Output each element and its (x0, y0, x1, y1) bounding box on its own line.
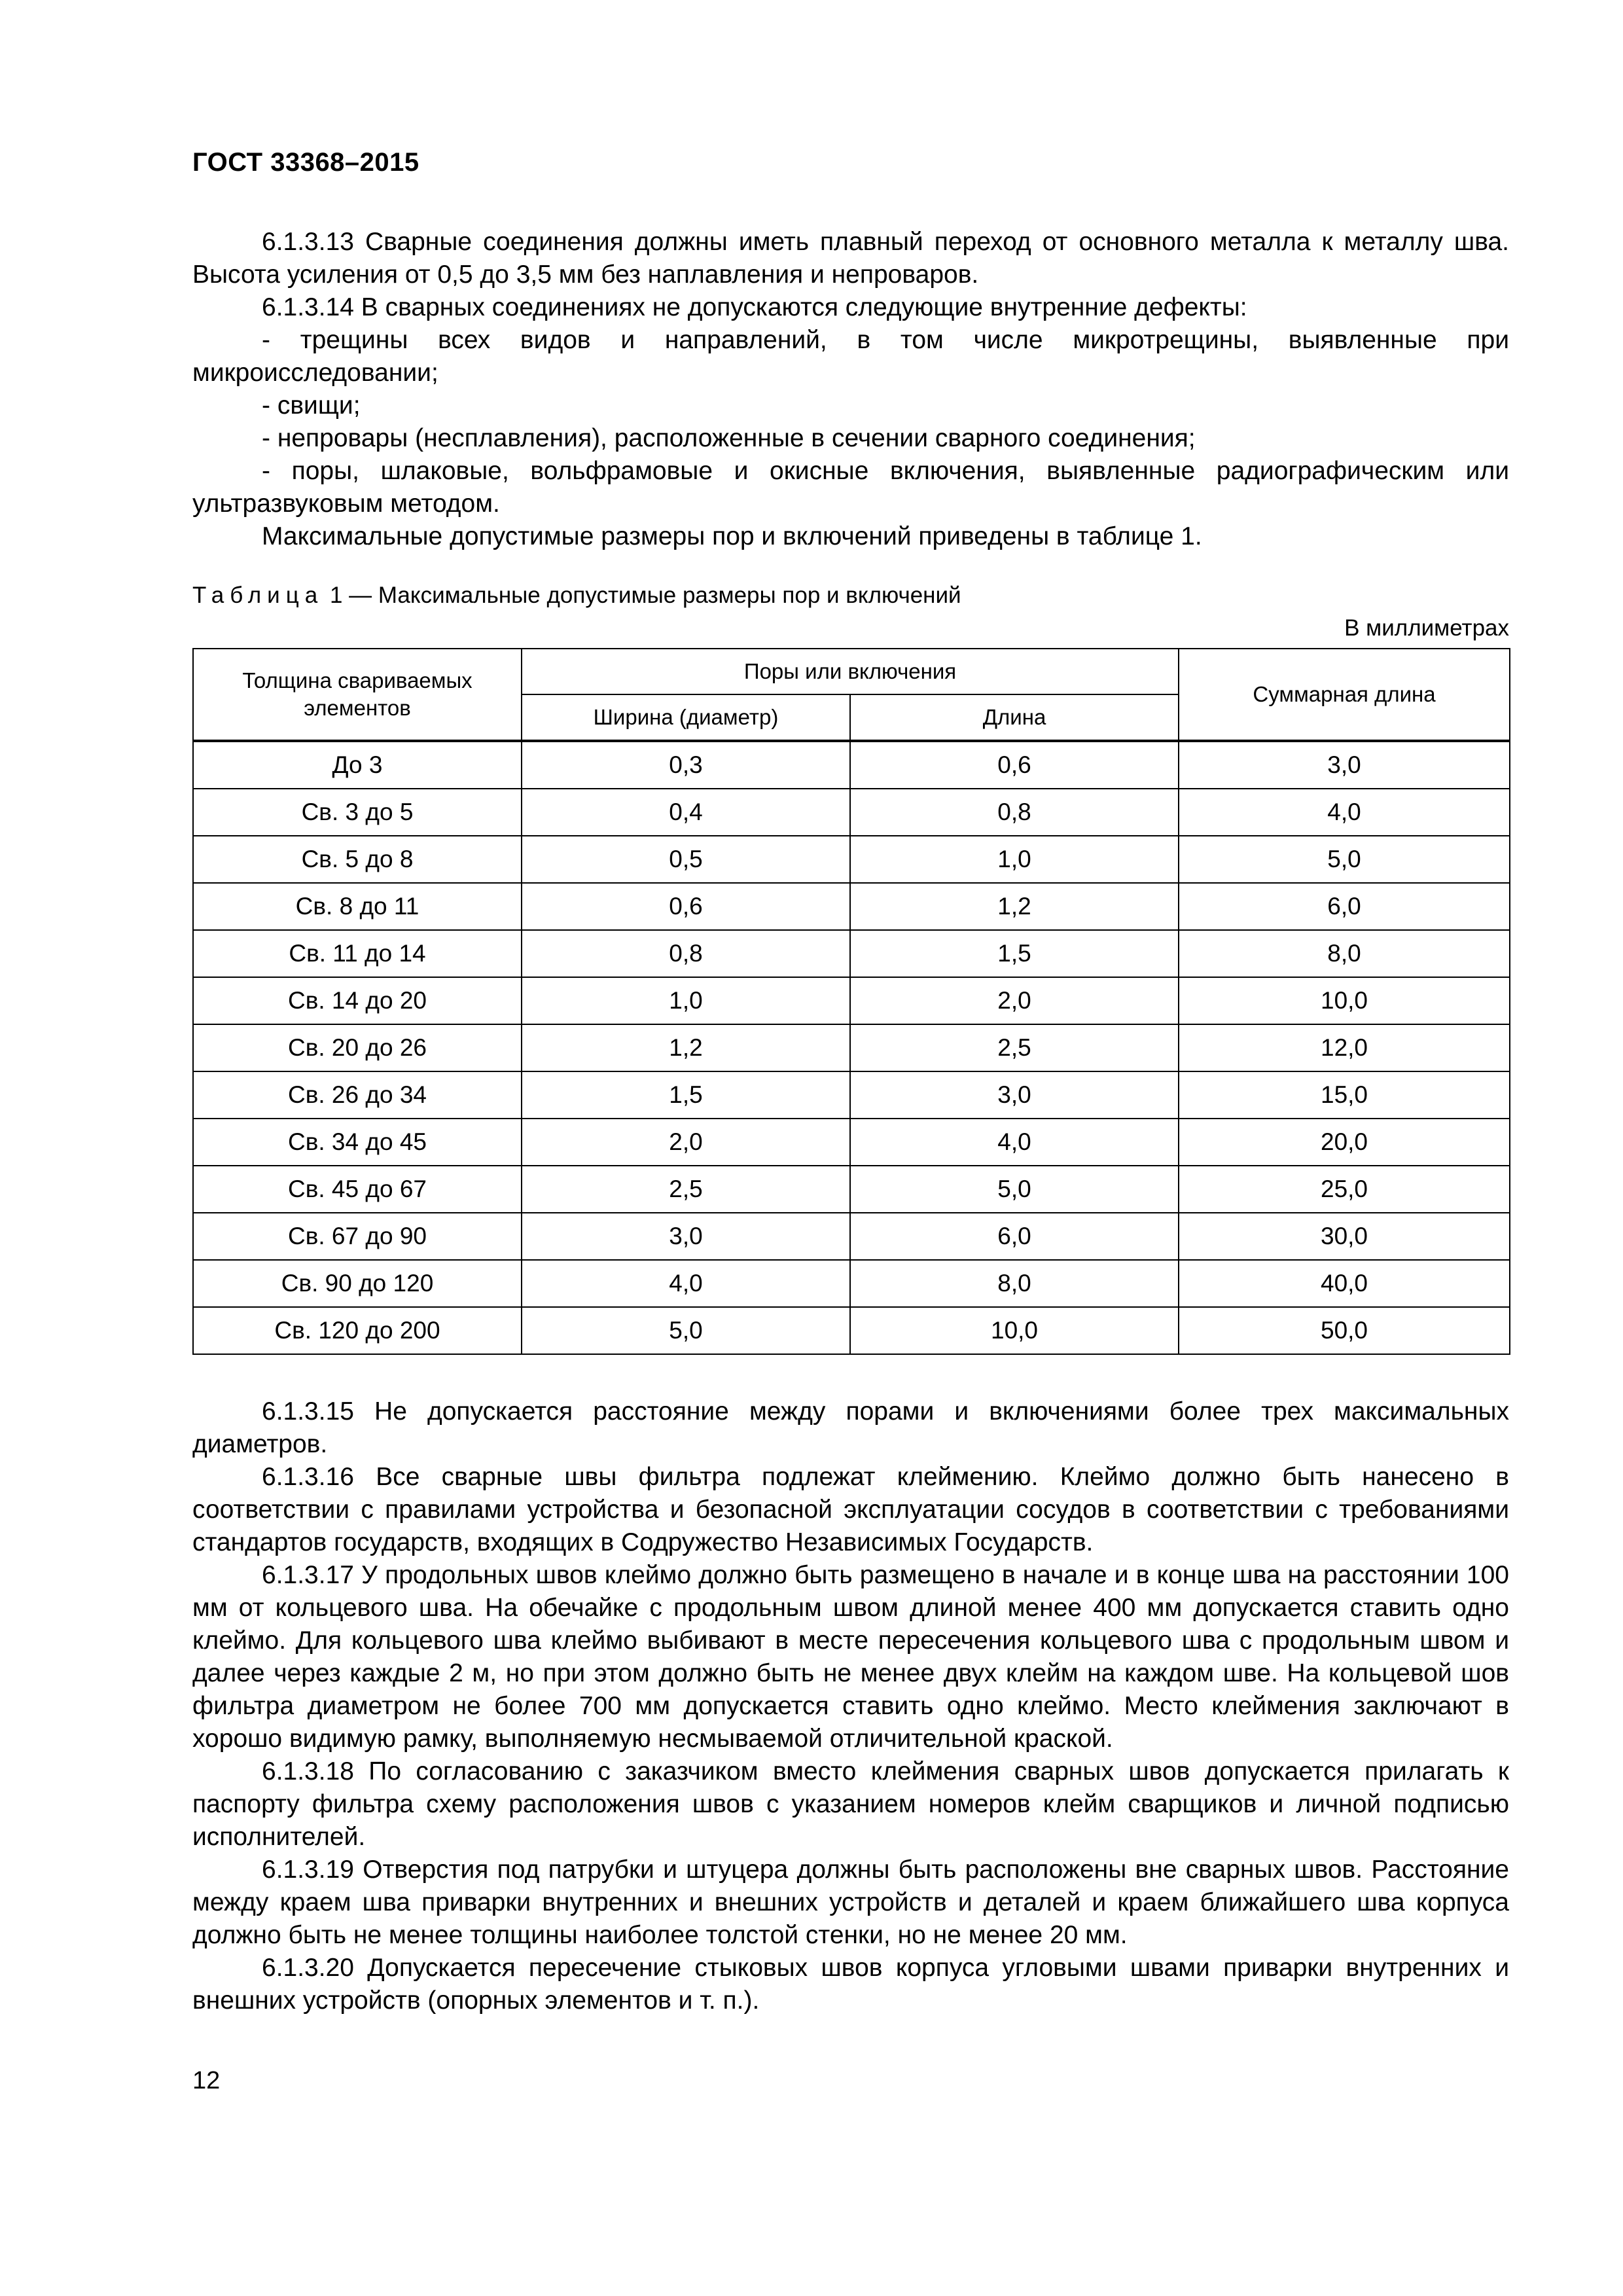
cell-thickness: Св. 120 до 200 (193, 1307, 522, 1354)
paragraph-6-1-3-17: 6.1.3.17 У продольных швов клеймо должно быть размещено в начале и в конце шва на расстоянии 100 мм от кольцевого шва. На обечайке с продольным швом длиной менее 400 мм допускается ставить одно клеймо. Для кольцевого шва клеймо выбивают в месте пересечения кольцевого шва с продольным швом и далее через каждые 2 м, но при этом должно быть не менее двух клейм на каждом шве. На кольцевой шов фильтра диаметром не более 700 мм допускается ставить одно клеймо. Место клеймения заключают в хорошо видимую рамку, выполняемую несмываемой отличительной краской. (192, 1561, 1509, 1753)
cell-length: 5,0 (850, 1166, 1179, 1213)
cell-width: 0,6 (522, 883, 850, 930)
cell-thickness: Св. 45 до 67 (193, 1166, 522, 1213)
cell-length: 10,0 (850, 1307, 1179, 1354)
list-item-cracks: - трещины всех видов и направлений, в том числе микротрещины, выявленные при микроисследовании; (192, 326, 1509, 387)
cell-length: 1,2 (850, 883, 1179, 930)
header-pores-group: Поры или включения (522, 649, 1179, 694)
cell-length: 0,8 (850, 789, 1179, 836)
cell-thickness: Св. 8 до 11 (193, 883, 522, 930)
paragraph-6-1-3-15: 6.1.3.15 Не допускается расстояние между порами и включениями более трех максимальных диаметров. (192, 1397, 1509, 1458)
table-row (193, 1260, 1510, 1307)
header-width: Ширина (диаметр) (522, 694, 850, 741)
cell-width: 5,0 (522, 1307, 850, 1354)
list-item-fistulas: - свищи; (262, 391, 361, 420)
table-row (193, 1024, 1510, 1071)
cell-width: 2,5 (522, 1166, 850, 1213)
table-row (193, 836, 1510, 883)
cell-width: 0,8 (522, 930, 850, 977)
cell-total-length: 25,0 (1179, 1166, 1510, 1213)
page-number: 12 (192, 2067, 221, 2094)
header-thickness: Толщина свариваемых элементов (193, 649, 522, 741)
cell-thickness: Св. 90 до 120 (193, 1260, 522, 1307)
cell-length: 8,0 (850, 1260, 1179, 1307)
document-header: ГОСТ 33368–2015 (192, 148, 419, 177)
cell-thickness: Св. 11 до 14 (193, 930, 522, 977)
cell-length: 2,0 (850, 977, 1179, 1024)
paragraph-6-1-3-18: 6.1.3.18 По согласованию с заказчиком вместо клеймения сварных швов допускается прилагать к паспорту фильтра схему расположения швов с указанием номеров клейм сварщиков и личной подписью исполнителей. (192, 1757, 1509, 1851)
table-row (193, 741, 1510, 789)
table-row (193, 883, 1510, 930)
cell-length: 4,0 (850, 1119, 1179, 1166)
cell-total-length: 10,0 (1179, 977, 1510, 1024)
cell-thickness: До 3 (193, 741, 522, 789)
paragraph-6-1-3-20: 6.1.3.20 Допускается пересечение стыковых швов корпуса угловыми швами приварки внутренних и внешних устройств (опорных элементов и т. п.). (192, 1954, 1509, 2015)
table-units: В миллиметрах (1344, 615, 1509, 641)
cell-width: 0,5 (522, 836, 850, 883)
header-length: Длина (850, 694, 1179, 741)
cell-width: 0,3 (522, 741, 850, 789)
cell-length: 1,5 (850, 930, 1179, 977)
cell-thickness: Св. 20 до 26 (193, 1024, 522, 1071)
table-caption-word: Таблица (192, 583, 324, 608)
cell-length: 3,0 (850, 1071, 1179, 1119)
cell-width: 2,0 (522, 1119, 850, 1166)
cell-thickness: Св. 5 до 8 (193, 836, 522, 883)
cell-total-length: 50,0 (1179, 1307, 1510, 1354)
table-row (193, 930, 1510, 977)
cell-thickness: Св. 67 до 90 (193, 1213, 522, 1260)
cell-thickness: Св. 26 до 34 (193, 1071, 522, 1119)
paragraph-6-1-3-14: 6.1.3.14 В сварных соединениях не допускаются следующие внутренние дефекты: (262, 293, 1247, 321)
cell-total-length: 6,0 (1179, 883, 1510, 930)
cell-width: 1,2 (522, 1024, 850, 1071)
table-caption (192, 581, 961, 610)
cell-total-length: 5,0 (1179, 836, 1510, 883)
cell-thickness: Св. 34 до 45 (193, 1119, 522, 1166)
list-item-lack-of-fusion: - непровары (несплавления), расположенные в сечении сварного соединения; (262, 424, 1196, 452)
cell-width: 4,0 (522, 1260, 850, 1307)
cell-width: 3,0 (522, 1213, 850, 1260)
text-block-top (192, 226, 1509, 553)
paragraph-table-reference: Максимальные допустимые размеры пор и включений приведены в таблице 1. (262, 522, 1202, 550)
paragraph-6-1-3-13: 6.1.3.13 Сварные соединения должны иметь плавный переход от основного металла к металлу шва. Высота усиления от 0,5 до 3,5 мм без наплавления и непроваров. (192, 228, 1509, 289)
cell-length: 0,6 (850, 741, 1179, 789)
table-row (193, 1307, 1510, 1354)
cell-length: 1,0 (850, 836, 1179, 883)
table-row (193, 977, 1510, 1024)
text-block-bottom (192, 1395, 1509, 2017)
paragraph-6-1-3-16: 6.1.3.16 Все сварные швы фильтра подлежат клеймению. Клеймо должно быть нанесено в соответствии с правилами устройства и безопасной эксплуатации сосудов в соответствии с требованиями стандартов государств, входящих в Содружество Независимых Государств. (192, 1463, 1509, 1556)
table-body (193, 741, 1510, 1354)
cell-total-length: 40,0 (1179, 1260, 1510, 1307)
cell-total-length: 20,0 (1179, 1119, 1510, 1166)
table-row (193, 1119, 1510, 1166)
table-row (193, 1213, 1510, 1260)
table-row (193, 1166, 1510, 1213)
cell-total-length: 12,0 (1179, 1024, 1510, 1071)
paragraph-6-1-3-19: 6.1.3.19 Отверстия под патрубки и штуцера должны быть расположены вне сварных швов. Расстояние между краем шва приварки внутренних и внешних устройств и деталей и краем ближайшего шва корпуса должно быть не менее толщины наиболее толстой стенки, но не менее 20 мм. (192, 1856, 1509, 1949)
header-total-length: Суммарная длина (1179, 649, 1510, 741)
cell-total-length: 8,0 (1179, 930, 1510, 977)
cell-total-length: 30,0 (1179, 1213, 1510, 1260)
cell-total-length: 15,0 (1179, 1071, 1510, 1119)
cell-width: 1,5 (522, 1071, 850, 1119)
cell-width: 0,4 (522, 789, 850, 836)
pores-inclusions-table (192, 648, 1510, 1355)
cell-width: 1,0 (522, 977, 850, 1024)
cell-thickness: Св. 14 до 20 (193, 977, 522, 1024)
list-item-pores-inclusions: - поры, шлаковые, вольфрамовые и окисные включения, выявленные радиографическим или ультразвуковым методом. (192, 457, 1509, 518)
cell-thickness: Св. 3 до 5 (193, 789, 522, 836)
cell-total-length: 3,0 (1179, 741, 1510, 789)
cell-length: 2,5 (850, 1024, 1179, 1071)
table-caption-title: 1 — Максимальные допустимые размеры пор и включений (323, 583, 961, 608)
table-row (193, 789, 1510, 836)
table-row (193, 1071, 1510, 1119)
cell-length: 6,0 (850, 1213, 1179, 1260)
cell-total-length: 4,0 (1179, 789, 1510, 836)
